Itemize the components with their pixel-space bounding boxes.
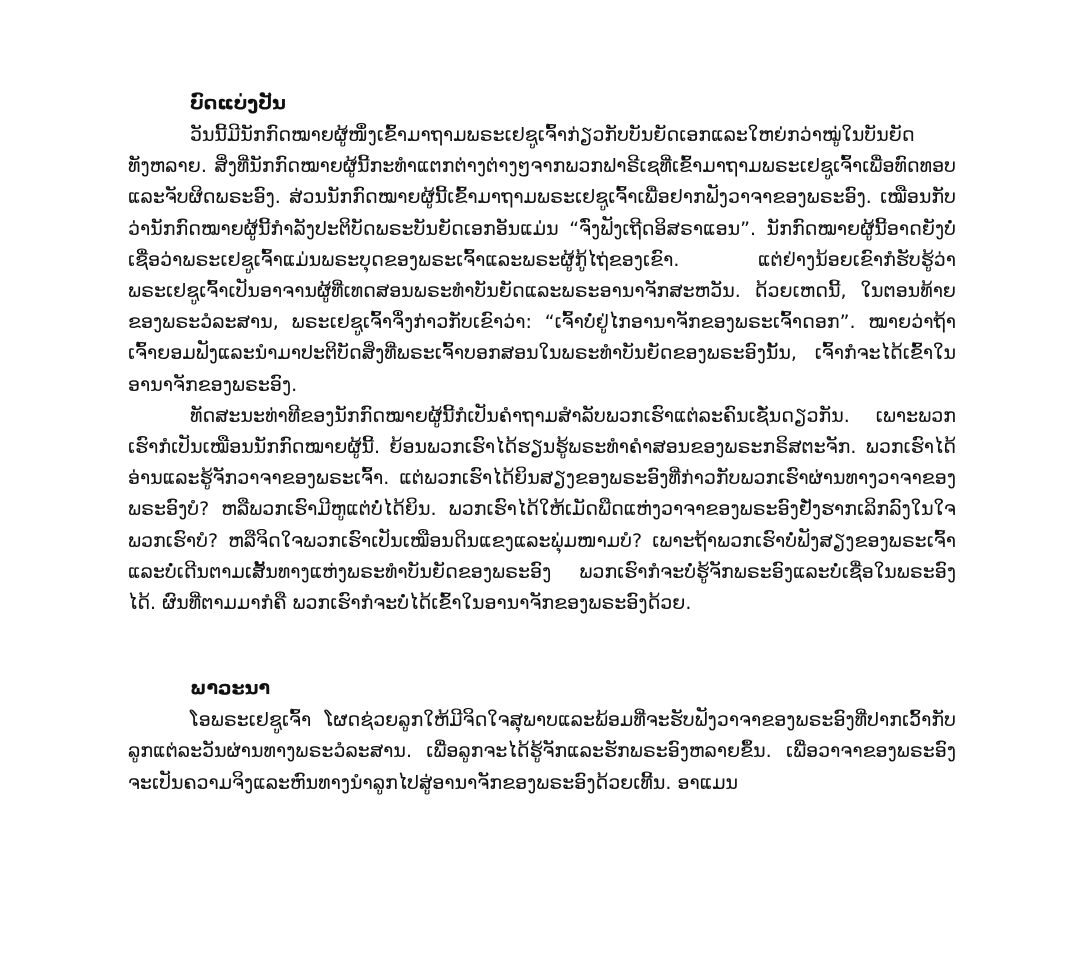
reflection-paragraph: ທັດສະນະທ່າທີຂອງນັກກົດໝາຍຜູ້ນີ້ກໍເປັນຄຳຖາມສຳລັບພວກເຮົາແຕ່ລະຄົນເຊັ່ນດຽວກັນ. ເພາະພວກເຮົາກໍເປັນເໝືອນນັກກົດໝາຍຜູ້ນີ້. ຍ້ອນພວກເຮົາໄດ້ຮຽນຮູ້ພຣະທຳຄຳສອນຂອງພຣະກຣິສຕະຈັກ. ພວກເຮົາໄດ້ອ່ານແລະຮູ້ຈັກວາຈາຂອງພຣະເຈົ້າ. ແຕ່ພວກເຮົາໄດ້ຍິນສຽງຂອງພຣະອົງທີ່ກ່າວກັບພວກເຮົາຜ່ານທາງວາຈາຂອງພຣະອົງບໍ? ຫລືພວກເຮົາມີຫູແຕ່ບໍ່ໄດ້ຍິນ. ພວກເຮົາໄດ້ໃຫ້ເມັດພືດແຫ່ງວາຈາຂອງພຣະອົງຢັ່ງຮາກເລິກລົງໃນໃຈພວກເຮົາບໍ? ຫລືຈິດໃຈພວກເຮົາເປັນເໝືອນດິນແຂງແລະພຸ່ມໜາມບໍ? ເພາະຖ້າພວກເຮົາບໍ່ຟັງສຽງຂອງພຣະເຈົ້າແລະບໍ່ເດີນຕາມເສັ້ນທາງແຫ່ງພຣະທຳບັນຍັດຂອງພຣະອົງ ພວກເຮົາກໍຈະບໍ່ຮູ້ຈັກພຣະອົງແລະບໍ່ເຊື່ອໃນພຣະອົງໄດ້. ຜົນທີ່ຕາມມາກໍຄື ພວກເຮົາກໍຈະບໍ່ໄດ້ເຂົ້າໃນອານາຈັກຂອງພຣະອົງດ້ວຍ.: [128, 404, 956, 615]
reflection-heading: ບົດແບ່ງປັນ: [190, 92, 286, 114]
prayer-section: [128, 671, 956, 799]
prayer-paragraph: ໂອພຣະເຢຊູເຈົ້າ ໂຜດຊ່ວຍລູກໃຫ້ມີຈິດໃຈສຸພາບແລະພ້ອມທີ່ຈະຮັບຟັງວາຈາຂອງພຣະອົງທີ່ປາກເວົ້າກັບລູກແຕ່ລະວັນຜ່ານທາງພຣະວໍລະສານ. ເພື່ອລູກຈະໄດ້ຮູ້ຈັກແລະຮັກພຣະອົງຫລາຍຂຶ້ນ. ເພື່ອວາຈາຂອງພຣະອົງຈະເປັນຄວາມຈິງແລະຫົນທາງນຳລູກໄປສູ່ອານາຈັກຂອງພຣະອົງດ້ວຍເທີ້ນ. ອາແມນ: [128, 709, 956, 794]
document-page: [128, 86, 956, 799]
section-gap: [128, 619, 956, 671]
reflection-section: [128, 86, 956, 619]
prayer-heading: ພາວະນາ: [190, 677, 271, 700]
reflection-paragraph: ວັນນີ້ມີນັກກົດໝາຍຜູ້ໜຶ່ງເຂົ້າມາຖາມພຣະເຢຊູເຈົ້າກ່ຽວກັບບັນຍັດເອກແລະໃຫຍ່ກວ່າໝູ່ໃນບັນຍັດທັງຫລາຍ. ສິ່ງທີ່ນັກກົດໝາຍຜູ້ນີ້ກະທຳແຕກຕ່າງຕ່າງໆຈາກພວກຟາຣີເຊທີ່ເຂົ້າມາຖາມພຣະເຢຊູເຈົ້າເພື່ອທົດທອບແລະຈັບຜິດພຣະອົງ. ສ່ວນນັກກົດໝາຍຜູ້ນີ້ເຂົ້າມາຖາມພຣະເຢຊູເຈົ້າເພື່ອຢາກຟັງວາຈາຂອງພຣະອົງ. ເໝືອນກັບວ່ານັກກົດໝາຍຜູ້ນີ້ກຳລັງປະຕິບັດພຣະບັນຍັດເອກອັນແມ່ນ “ຈົ່ງຟັງເຖີດອິສຣາແອນ”. ນັກກົດໝາຍຜູ້ນີ້ອາດຍັງບໍ່ເຊື່ອວ່າພຣະເຢຊູເຈົ້າແມ່ນພຣະບຸດຂອງພຣະເຈົ້າແລະພຣະຜູ້ກູ້ໄຖ່ຂອງເຂົາ. ແຕ່ຢ່າງນ້ອຍເຂົາກໍຮັບຮູ້ວ່າ ພຣະເຢຊູເຈົ້າເປັນອາຈານຜູ້ທີ່ເທດສອນພຣະທຳບັນຍັດແລະພຣະອານາຈັກສະຫວັນ. ດ້ວຍເຫດນີ້, ໃນຕອນທ້າຍຂອງພຣະວໍລະສານ, ພຣະເຢຊູເຈົ້າຈຶ່ງກ່າວກັບເຂົາວ່າ: “ເຈົ້າບໍ່ຢູ່ໄກອານາຈັກຂອງພຣະເຈົ້າດອກ”. ໝາຍວ່າຖ້າເຈົ້າຍອມຟັງແລະນຳມາປະຕິບັດສິ່ງທີ່ພຣະເຈົ້າບອກສອນໃນພຣະທຳບັນຍັດຂອງພຣະອົງນັ້ນ, ເຈົ້າກໍຈະໄດ້ເຂົ້າໃນອານາຈັກຂອງພຣະອົງ.: [128, 124, 956, 396]
